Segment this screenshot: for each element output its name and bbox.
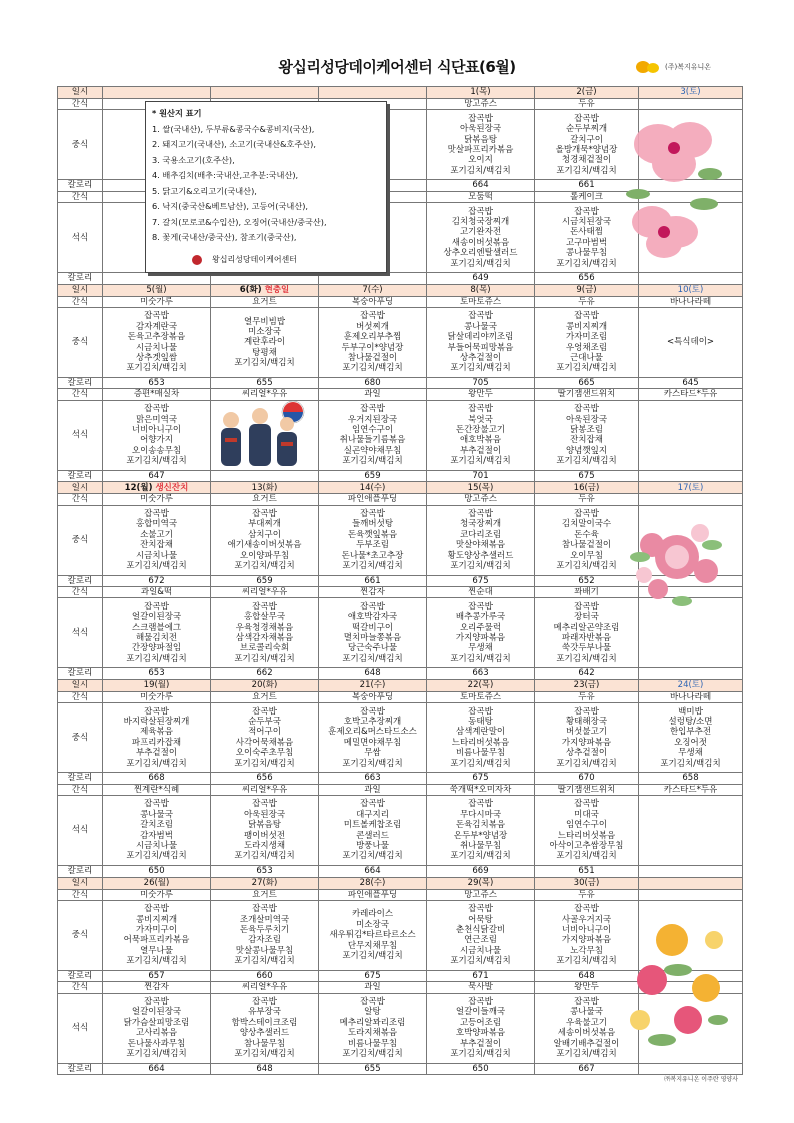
row-label: 석식: [58, 598, 103, 668]
day-header: 1(목): [427, 87, 535, 99]
menu-cell: 잡곡밥 얼갈이들깨국 고등어조림 호박양파볶음 부추겉절이 포기김치/백김치: [427, 993, 535, 1063]
menu-cell: 잡곡밥 콩비지찌개 가자미구이 어묵파프리카볶음 열무나물 포기김치/백김치: [103, 900, 211, 970]
row-label: 간식: [58, 389, 103, 400]
menu-cell: 잡곡밥 시금치된장국 돈사태찜 고구마범벅 콩나물무침 포기김치/백김치: [535, 203, 639, 273]
menu-row-snack-am: [58, 889, 743, 900]
menu-cell: [639, 1063, 743, 1074]
menu-cell: 카스타드*두유: [639, 784, 743, 795]
menu-cell: 잡곡밥 호박고추장찌개 훈제오리&머스타드소스 메밀면야채무침 무쌈 포기김치/백김치: [319, 703, 427, 773]
menu-cell: 씨리얼*우유: [211, 784, 319, 795]
menu-cell: 쑥개떡*오미자차: [427, 784, 535, 795]
menu-cell: 찐계란*식혜: [103, 784, 211, 795]
menu-cell: 잡곡밥 김치말이국수 돈수육 참나물겉절이 오이무침 포기김치/백김치: [535, 505, 639, 575]
menu-cell: 잡곡밥 알탕 메추리알꽈리조림 도라지채볶음 비름나물무침 포기김치/백김치: [319, 993, 427, 1063]
menu-cell: 675: [427, 575, 535, 586]
menu-cell: 675: [319, 970, 427, 981]
menu-cell: 잡곡밥 부대찌개 삼치구이 애기새송이버섯볶음 오이양파무침 포기김치/백김치: [211, 505, 319, 575]
menu-cell: 잡곡밥 사골우거지국 너비아니구이 가지양파볶음 노각무침 포기김치/백김치: [535, 900, 639, 970]
menu-cell: 잡곡밥 조개살미역국 돈육두루치기 감자조림 맛살콩나물무침 포기김치/백김치: [211, 900, 319, 970]
row-label: 석식: [58, 400, 103, 470]
row-label: 칼로리: [58, 470, 103, 481]
day-header: [319, 87, 427, 99]
menu-cell: [211, 470, 319, 481]
menu-cell: 잡곡밥 순두부국 적어구이 사각어묵채볶음 오이숙주초무침 포기김치/백김치: [211, 703, 319, 773]
day-header: 27(화): [211, 877, 319, 889]
day-header: 13(화): [211, 482, 319, 494]
menu-cell: 잡곡밥 바지락살된장찌개 제육볶음 파프리카잡채 부추겉절이 포기김치/백김치: [103, 703, 211, 773]
menu-cell: 과일&떡: [103, 587, 211, 598]
menu-cell: 요거트: [211, 691, 319, 702]
menu-cell: 요거트: [211, 296, 319, 307]
menu-cell: 잡곡밥 유부장국 함박스테이크조림 양상추샐러드 참나물무침 포기김치/백김치: [211, 993, 319, 1063]
menu-cell: 미숫가루: [103, 691, 211, 702]
menu-cell: 잡곡밥 순두부찌개 갈치구이 올방개묵*양념장 청경채겉절이 포기김치/백김치: [535, 110, 639, 180]
menu-cell: 요거트: [211, 889, 319, 900]
legend-item: 5. 닭고기&오리고기(국내산),: [152, 185, 257, 196]
menu-cell: 잡곡밥 미대국 임연수구이 느타리버섯볶음 아삭이고추쌈장무침 포기김치/백김치: [535, 796, 639, 866]
menu-row-dinner-kcal: [58, 273, 743, 284]
row-label: 칼로리: [58, 180, 103, 191]
row-label: 일시: [58, 877, 103, 889]
legend-item: 2. 돼지고기(국내산), 소고기(국내산&호주산),: [152, 139, 316, 149]
row-label: 석식: [58, 796, 103, 866]
menu-cell: 두유: [535, 691, 639, 702]
menu-cell: 씨리얼*우유: [211, 982, 319, 993]
menu-row-dinner-kcal: [58, 1063, 743, 1074]
menu-cell: 복숭아푸딩: [319, 296, 427, 307]
menu-cell: 잡곡밥 얼갈이된장국 스크램블에그 해물김치전 간장양파절임 포기김치/백김치: [103, 598, 211, 668]
menu-cell: 664: [427, 180, 535, 191]
menu-cell: 663: [319, 773, 427, 784]
menu-cell: [639, 668, 743, 679]
menu-cell: [639, 866, 743, 877]
menu-cell: 잡곡밥 콩나물국 갈치조림 감자범벅 시금치나물 포기김치/백김치: [103, 796, 211, 866]
day-header: 21(수): [319, 679, 427, 691]
menu-cell: 왕만두: [427, 389, 535, 400]
menu-cell: 664: [103, 1063, 211, 1074]
row-label: 중식: [58, 110, 103, 180]
nutritionist-footnote: ㈜복지유니온 이주란 영양사: [664, 1076, 738, 1083]
menu-cell: 모둠떡: [427, 191, 535, 202]
day-header: 2(금): [535, 87, 639, 99]
menu-title: 왕십리성당데이케어센터 식단표(6월): [278, 58, 516, 76]
hibiscus-flower-icon: [618, 104, 736, 274]
menu-cell: 잡곡밥 아욱된장국 닭볶음탕 맛살파프리카볶음 오이지 포기김치/백김치: [427, 110, 535, 180]
menu-row-dinner: [58, 400, 743, 470]
menu-cell: 642: [535, 668, 639, 679]
menu-cell: 650: [103, 866, 211, 877]
menu-cell: 659: [319, 470, 427, 481]
menu-cell: 648: [211, 1063, 319, 1074]
cathedral-icon: [192, 255, 202, 265]
menu-cell: 662: [211, 668, 319, 679]
row-label: 일시: [58, 284, 103, 296]
menu-cell: 661: [319, 575, 427, 586]
menu-cell: 655: [211, 378, 319, 389]
menu-cell: 680: [319, 378, 427, 389]
menu-cell: [639, 494, 743, 505]
row-label: 중식: [58, 308, 103, 378]
menu-cell: 묵사발: [427, 982, 535, 993]
menu-cell: 열무비빔밥 미소장국 계란후라이 탕평채 포기김치/백김치: [211, 308, 319, 378]
menu-row-days: [58, 679, 743, 691]
menu-cell: 잡곡밥 아욱된장국 닭볶음탕 팽이버섯전 도라지생채 포기김치/백김치: [211, 796, 319, 866]
day-header: 14(수): [319, 482, 427, 494]
menu-cell: 토마토쥬스: [427, 296, 535, 307]
menu-cell: 651: [535, 866, 639, 877]
menu-cell: 두유: [535, 99, 639, 110]
menu-cell: 잡곡밥 감자계란국 돈육고추장볶음 시금치나물 상추겟잎쌈 포기김치/백김치: [103, 308, 211, 378]
row-label: 간식: [58, 191, 103, 202]
menu-cell: 백미밥 설렁탕/소면 한입부추전 오징어젓 무생채 포기김치/백김치: [639, 703, 743, 773]
menu-cell: 잡곡밥 홍합미역국 소불고기 잔치잡채 시금치나물 포기김치/백김치: [103, 505, 211, 575]
menu-cell: [639, 400, 743, 470]
menu-cell: 653: [103, 378, 211, 389]
legend-item: 6. 낙지(중국산&베트남산), 고등어(국내산),: [152, 201, 309, 211]
row-label: 일시: [58, 87, 103, 99]
menu-cell: 657: [103, 970, 211, 981]
menu-row-days: [58, 284, 743, 296]
menu-cell: 잡곡밥 아욱된장국 닭봉조림 잔치잡채 양념깻잎지 포기김치/백김치: [535, 400, 639, 470]
row-label: 석식: [58, 203, 103, 273]
menu-row-days: [58, 482, 743, 494]
legend-item: 8. 꽃게(국내산/중국산), 참조기(중국산),: [152, 232, 297, 242]
menu-cell: 바나나라떼: [639, 691, 743, 702]
menu-row-lunch-kcal: [58, 378, 743, 389]
menu-cell: 롤케이크: [535, 191, 639, 202]
memorial-day-illustration: [207, 398, 315, 466]
menu-cell: 653: [211, 866, 319, 877]
row-label: 칼로리: [58, 970, 103, 981]
menu-cell: 650: [427, 1063, 535, 1074]
menu-cell: [319, 273, 427, 284]
logo-text: (주)복지유니온: [665, 63, 712, 71]
menu-cell: 671: [427, 970, 535, 981]
menu-cell: 653: [103, 668, 211, 679]
menu-cell: 652: [535, 575, 639, 586]
menu-cell: [211, 273, 319, 284]
menu-cell: 과일: [319, 784, 427, 795]
menu-cell: 잡곡밥 청국장찌개 코다리조림 맛살야채볶음 황도양상추샐러드 포기김치/백김치: [427, 505, 535, 575]
menu-cell: 잡곡밥 맑은미역국 너비아니구이 어향가지 오이송송무침 포기김치/백김치: [103, 400, 211, 470]
menu-cell: 찐감자: [103, 982, 211, 993]
menu-cell: 두유: [535, 494, 639, 505]
day-header: 8(목): [427, 284, 535, 296]
row-label: 간식: [58, 494, 103, 505]
row-label: 간식: [58, 889, 103, 900]
menu-cell: 665: [535, 378, 639, 389]
menu-cell: 잡곡밥 무다시마국 돈육김치볶음 온두부*양념장 취나물무침 포기김치/백김치: [427, 796, 535, 866]
legend-heading: * 원산지 표기: [152, 108, 202, 118]
menu-row-dinner: [58, 796, 743, 866]
menu-cell: 토마토쥬스: [427, 691, 535, 702]
menu-cell: 미숫가루: [103, 296, 211, 307]
menu-cell: 파인애플푸딩: [319, 889, 427, 900]
menu-cell: [639, 796, 743, 866]
menu-cell: 꽈배기: [535, 587, 639, 598]
menu-cell: 잡곡밥 콩나물국 닭살데리야끼조림 부들어묵피망볶음 상추겉절이 포기김치/백김치: [427, 308, 535, 378]
company-logo: [636, 58, 726, 76]
menu-cell: 658: [639, 773, 743, 784]
menu-cell: 649: [427, 273, 535, 284]
day-header: 22(목): [427, 679, 535, 691]
menu-cell: 잡곡밥 얼갈이된장국 닭가슴살피망조림 고사리볶음 돈나물사과무침 포기김치/백김치: [103, 993, 211, 1063]
menu-cell: 잡곡밥 배추콩가루국 오리주물럭 가지양파볶음 무생채 포기김치/백김치: [427, 598, 535, 668]
day-header: 24(토): [639, 679, 743, 691]
menu-cell: 왕만두: [535, 982, 639, 993]
menu-cell: 647: [103, 470, 211, 481]
day-header: 10(토): [639, 284, 743, 296]
day-header: 7(수): [319, 284, 427, 296]
row-label: 칼로리: [58, 668, 103, 679]
row-label: 간식: [58, 587, 103, 598]
row-label: 간식: [58, 691, 103, 702]
row-label: 칼로리: [58, 773, 103, 784]
day-header: 6(화) 현충일: [211, 284, 319, 296]
menu-cell: 카레라이스 미소장국 새우튀김*타르타르소스 단무지채무침 포기김치/백김치: [319, 900, 427, 970]
menu-cell: 미숫가루: [103, 494, 211, 505]
menu-cell: 705: [427, 378, 535, 389]
menu-cell: 잡곡밥 어묵탕 춘천식닭갈비 연근조림 시금치나물 포기김치/백김치: [427, 900, 535, 970]
legend-item: 1. 쌀(국내산), 두부류&콩국수&콩비지(국산),: [152, 123, 315, 134]
menu-cell: 딸기잼샌드위치: [535, 784, 639, 795]
row-label: 간식: [58, 982, 103, 993]
row-label: 중식: [58, 900, 103, 970]
menu-cell: 701: [427, 470, 535, 481]
day-header: [639, 877, 743, 889]
menu-cell: 파인애플푸딩: [319, 494, 427, 505]
legend-item: 4. 배추김치(배추:국내산,고추분:국내산),: [152, 170, 299, 180]
menu-cell: 660: [211, 970, 319, 981]
menu-row-lunch: [58, 308, 743, 378]
menu-cell: 바나나라떼: [639, 296, 743, 307]
day-header: 15(목): [427, 482, 535, 494]
menu-cell: 씨리얼*우유: [211, 587, 319, 598]
menu-cell: 복숭아푸딩: [319, 691, 427, 702]
menu-cell: 과일: [319, 982, 427, 993]
menu-cell: 664: [319, 866, 427, 877]
menu-cell: 656: [211, 773, 319, 784]
day-header: 16(금): [535, 482, 639, 494]
menu-row-snack-pm: [58, 784, 743, 795]
menu-cell: 잡곡밥 버섯찌개 훈제오리부추찜 두부구이*양념장 참나물겉절이 포기김치/백김치: [319, 308, 427, 378]
menu-cell: 663: [427, 668, 535, 679]
menu-cell: 669: [427, 866, 535, 877]
menu-cell: 잡곡밥 애호박감자국 떡갈비구이 멸치마늘쫑볶음 당근숙주나물 포기김치/백김치: [319, 598, 427, 668]
menu-cell: 672: [103, 575, 211, 586]
menu-cell: 668: [103, 773, 211, 784]
menu-cell: 656: [535, 273, 639, 284]
menu-cell: [639, 273, 743, 284]
menu-cell: 잡곡밥 동태탕 삼색계란말이 느타리버섯볶음 비름나물무침 포기김치/백김치: [427, 703, 535, 773]
menu-cell: [639, 889, 743, 900]
day-header: 5(월): [103, 284, 211, 296]
day-header: [211, 87, 319, 99]
legend-item: 7. 갈치(모로코&수입산), 오징어(국내산/중국산),: [152, 216, 327, 227]
menu-row-snack-am: [58, 296, 743, 307]
day-header: 23(금): [535, 679, 639, 691]
menu-cell: <특식데이>: [639, 308, 743, 378]
legend-item: 3. 국용소고기(호주산),: [152, 154, 235, 165]
menu-cell: 미숫가루: [103, 889, 211, 900]
menu-cell: 670: [535, 773, 639, 784]
row-label: 중식: [58, 505, 103, 575]
menu-row-snack-am: [58, 494, 743, 505]
menu-cell: 두유: [535, 889, 639, 900]
menu-cell: 잡곡밥 장터국 메추리알곤약조림 파래자반볶음 쑥갓두부나물 포기김치/백김치: [535, 598, 639, 668]
menu-row-snack-am: [58, 691, 743, 702]
menu-cell: 요거트: [211, 494, 319, 505]
menu-cell: 찐순대: [427, 587, 535, 598]
menu-cell: 잡곡밥 콩나물국 우육불고기 세송이버섯볶음 알배기배추겉절이 포기김치/백김치: [535, 993, 639, 1063]
menu-cell: 659: [211, 575, 319, 586]
day-header: 26(월): [103, 877, 211, 889]
menu-cell: 잡곡밥 김치청국장찌개 고기완자전 새송이버섯볶음 상추오리엔탈샐러드 포기김치/백김치: [427, 203, 535, 273]
menu-row-dinner-kcal: [58, 470, 743, 481]
menu-cell: 잡곡밥 콩비지찌개 가자미조림 우엉채조림 근대나물 포기김치/백김치: [535, 308, 639, 378]
menu-cell: 잡곡밥 들깨버섯탕 돈육깻잎볶음 두부조림 돈나물*초고추장 포기김치/백김치: [319, 505, 427, 575]
logo-mark-icon: [636, 60, 662, 74]
menu-row-days: [58, 87, 743, 99]
row-label: 칼로리: [58, 378, 103, 389]
menu-cell: 645: [639, 378, 743, 389]
menu-cell: [639, 470, 743, 481]
row-label: 일시: [58, 482, 103, 494]
legend-footer: 왕십리성당데이케어센터: [192, 254, 297, 265]
flower-bouquet-icon: [618, 900, 736, 1060]
menu-cell: 675: [427, 773, 535, 784]
menu-cell: 망고쥬스: [427, 99, 535, 110]
menu-cell: 661: [535, 180, 639, 191]
row-label: 간식: [58, 99, 103, 110]
menu-cell: 648: [319, 668, 427, 679]
menu-cell: 잡곡밥 우거지된장국 임연수구이 취나물들기름볶음 실곤약야채무침 포기김치/백김치: [319, 400, 427, 470]
menu-cell: 잡곡밥 대구지리 미트볼케찹조림 콘샐러드 방풍나물 포기김치/백김치: [319, 796, 427, 866]
menu-cell: 667: [535, 1063, 639, 1074]
menu-row-snack-pm: [58, 389, 743, 400]
row-label: 석식: [58, 993, 103, 1063]
menu-cell: 두유: [535, 296, 639, 307]
row-label: 일시: [58, 679, 103, 691]
row-label: 중식: [58, 703, 103, 773]
day-header: 12(월) 생신잔치: [103, 482, 211, 494]
menu-row-dinner-kcal: [58, 866, 743, 877]
row-label: 칼로리: [58, 866, 103, 877]
day-header: 29(목): [427, 877, 535, 889]
menu-cell: 카스타드*두유: [639, 389, 743, 400]
row-label: 칼로리: [58, 1063, 103, 1074]
menu-cell: 씨리얼*우유: [211, 389, 319, 400]
day-header: 9(금): [535, 284, 639, 296]
row-label: 간식: [58, 296, 103, 307]
menu-cell: 잡곡밥 홍합살무국 우육청경채볶음 삼색감자채볶음 브로콜리숙회 포기김치/백김치: [211, 598, 319, 668]
day-header: 3(토): [639, 87, 743, 99]
menu-row-lunch-kcal: [58, 773, 743, 784]
day-header: [103, 87, 211, 99]
menu-row-days: [58, 877, 743, 889]
menu-cell: 과일: [319, 389, 427, 400]
day-header: 19(월): [103, 679, 211, 691]
menu-cell: 655: [319, 1063, 427, 1074]
menu-cell: 증편*매실차: [103, 389, 211, 400]
menu-cell: 딸기잼샌드위치: [535, 389, 639, 400]
origin-legend: [145, 101, 387, 273]
menu-row-dinner-kcal: [58, 668, 743, 679]
rose-bouquet-icon: [622, 505, 732, 620]
menu-cell: 648: [535, 970, 639, 981]
row-label: 간식: [58, 784, 103, 795]
menu-cell: 망고쥬스: [427, 494, 535, 505]
row-label: 칼로리: [58, 273, 103, 284]
day-header: 30(금): [535, 877, 639, 889]
day-header: 20(화): [211, 679, 319, 691]
day-header: 17(토): [639, 482, 743, 494]
menu-cell: [103, 273, 211, 284]
menu-cell: 망고쥬스: [427, 889, 535, 900]
row-label: 칼로리: [58, 575, 103, 586]
menu-cell: 675: [535, 470, 639, 481]
day-header: 28(수): [319, 877, 427, 889]
menu-row-lunch: [58, 703, 743, 773]
menu-cell: 찐감자: [319, 587, 427, 598]
menu-cell: 잡곡밥 황태해장국 버섯불고기 가지양파볶음 상추겉절이 포기김치/백김치: [535, 703, 639, 773]
menu-cell: 잡곡밥 북엇국 돈간장불고기 애호박볶음 부추겉절이 포기김치/백김치: [427, 400, 535, 470]
